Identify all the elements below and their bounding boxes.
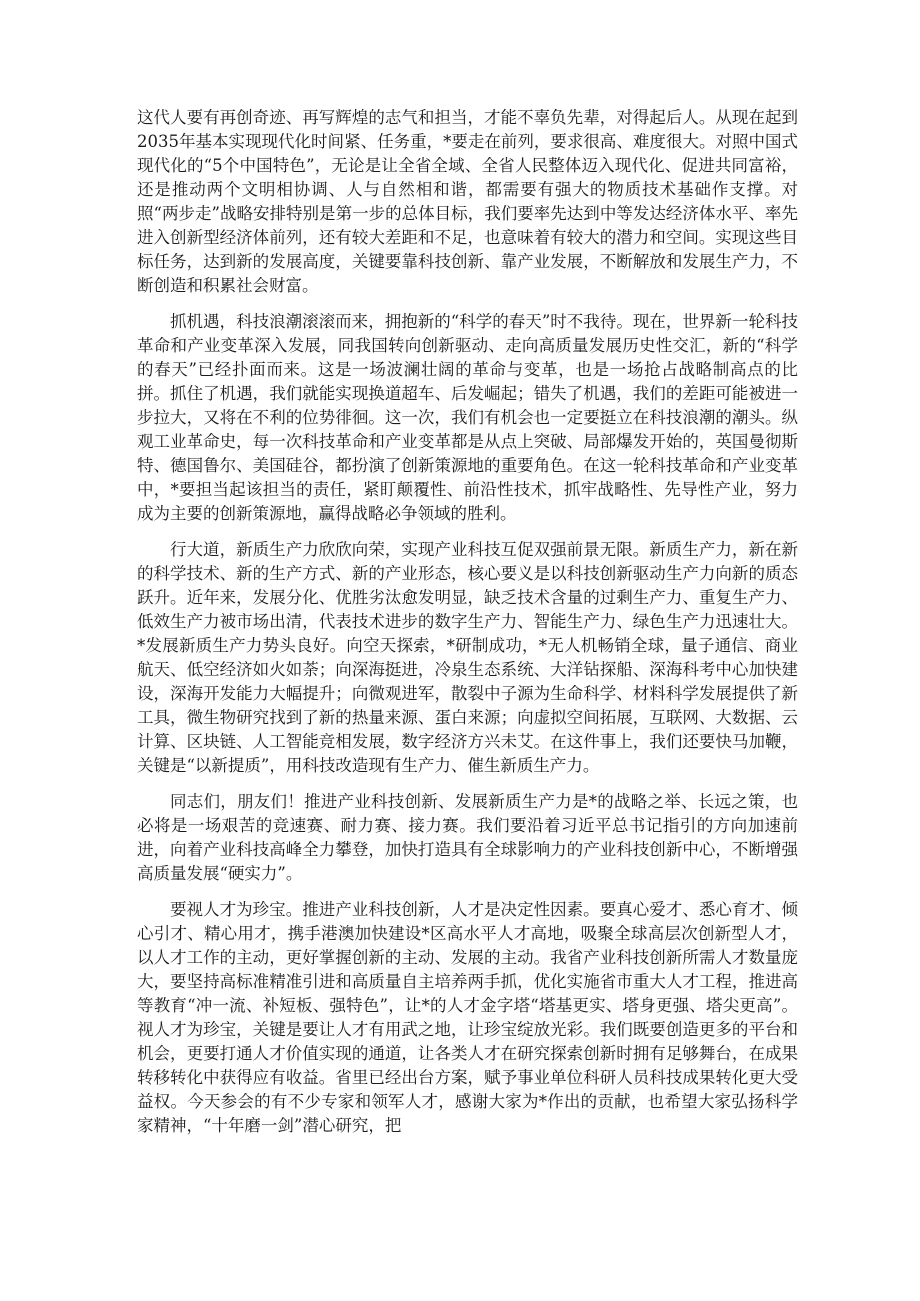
- document-body: [137, 106, 798, 1150]
- paragraph-talent-treasure: 要视人才为珍宝。推进产业科技创新，人才是决定性因素。要真心爱才、悉心育才、倾心引才、精心用才，携手港澳加快建设*区高水平人才高地，吸聚全球高层次创新型人才，以人才工作的主动，更好掌握创新的主动、发展的主动。我省产业科技创新所需人才数量庞大，要坚持高标准精准引进和高质量自主培养两手抓，优化实施省市重大人才工程，推进高等教育“冲一流、补短板、强特色”，让*的人才金字塔“塔基更实、塔身更强、塔尖更高”。视人才为珍宝，关键是要让人才有用武之地，让珍宝绽放光彩。我们既要创造更多的平台和机会，更要打通人才价值实现的通道，让各类人才在研究探索创新时拥有足够舞台，在成果转移转化中获得应有收益。省里已经出台方案，赋予事业单位科研人员科技成果转化更大受益权。今天参会的有不少专家和领军人才，感谢大家为*作出的贡献，也希望大家弘扬科学家精神，“十年磨一剑”潜心研究，把: [137, 900, 798, 1135]
- paragraph-comrades-friends: 同志们，朋友们！推进产业科技创新、发展新质生产力是*的战略之举、长远之策，也必将是一场艰苦的竞速赛、耐力赛、接力赛。我们要沿着习近平总书记指引的方向加速前进，向着产业科技高峰全力攀登，加快打造具有全球影响力的产业科技创新中心，不断增强高质量发展“硬实力”。: [137, 792, 798, 883]
- paragraph-continuation: 这代人要有再创奇迹、再写辉煌的志气和担当，才能不辜负先辈，对得起后人。从现在起到2035年基本实现现代化时间紧、任务重，*要走在前列，要求很高、难度很大。对照中国式现代化的“5个中国特色”，无论是让全省全域、全省人民整体迈入现代化、促进共同富裕，还是推动两个文明相协调、人与自然相和谐，都需要有强大的物质技术基础作支撑。对照“两步走”战略安排特别是第一步的总体目标，我们要率先达到中等发达经济体水平、率先进入创新型经济体前列，还有较大差距和不足，也意味着有较大的潜力和空间。实现这些目标任务，达到新的发展高度，关键要靠科技创新、靠产业发展，不断解放和发展生产力，不断创造和积累社会财富。: [137, 108, 798, 295]
- paragraph-seize-opportunity: 抓机遇，科技浪潮滚滚而来，拥抱新的“科学的春天”时不我待。现在，世界新一轮科技革命和产业变革深入发展，同我国转向创新驱动、走向高质量发展历史性交汇，新的“科学的春天”已经扑面而来。这是一场波澜壮阔的革命与变革，也是一场抢占战略制高点的比拼。抓住了机遇，我们就能实现换道超车、后发崛起；错失了机遇，我们的差距可能被进一步拉大，又将在不利的位势徘徊。这一次，我们有机会也一定要挺立在科技浪潮的潮头。纵观工业革命史，每一次科技革命和产业变革都是从点上突破、局部爆发开始的，英国曼彻斯特、德国鲁尔、美国硅谷，都扮演了创新策源地的重要角色。在这一轮科技革命和产业变革中，*要担当起该担当的责任，紧盯颠覆性、前沿性技术，抓牢战略性、先导性产业，努力成为主要的创新策源地，赢得战略必争领域的胜利。: [137, 312, 798, 523]
- paragraph-new-quality-productivity: 行大道，新质生产力欣欣向荣，实现产业科技互促双强前景无限。新质生产力，新在新的科学技术、新的生产方式、新的产业形态，核心要义是以科技创新驱动生产力向新的质态跃升。近年来，发展分化、优胜劣汰愈发明显，缺乏技术含量的过剩生产力、重复生产力、低效生产力被市场出清，代表技术进步的数字生产力、智能生产力、绿色生产力迅速壮大。*发展新质生产力势头良好。向空天探索，*研制成功，*无人机畅销全球，量子通信、商业航天、低空经济如火如荼；向深海挺进，冷泉生态系统、大洋钻探船、深海科考中心加快建设，深海开发能力大幅提升；向微观进军，散裂中子源为生命科学、材料科学发展提供了新工具，微生物研究找到了新的热量来源、蛋白来源；向虚拟空间拓展，互联网、大数据、云计算、区块链、人工智能竞相发展，数字经济方兴未艾。在这件事上，我们还要快马加鞭，关键是“以新提质”，用科技改造现有生产力、催生新质生产力。: [137, 540, 798, 775]
